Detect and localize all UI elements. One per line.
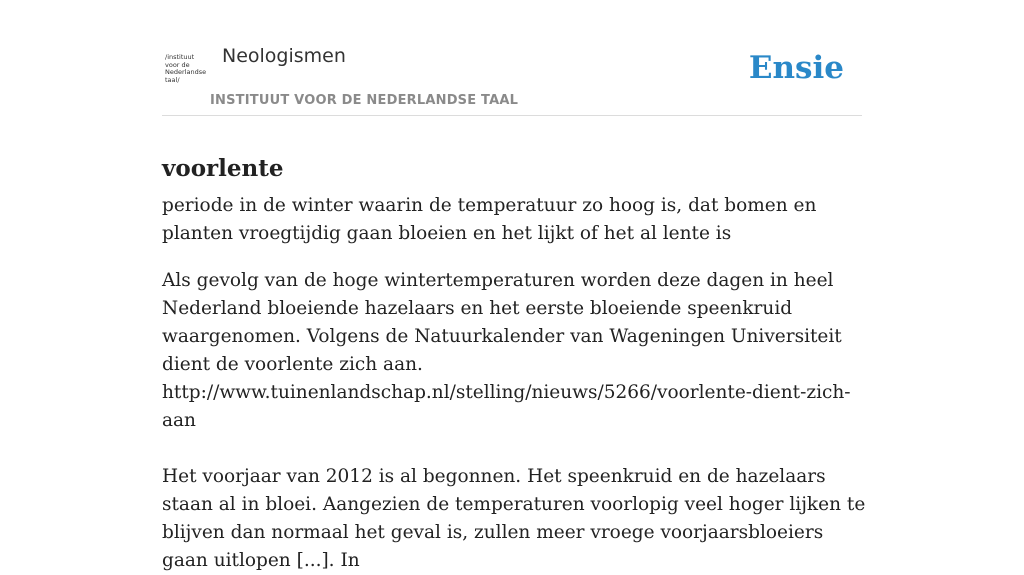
site-name-link[interactable]: Neologismen	[222, 45, 346, 67]
logo-text-line: /instituut	[165, 53, 195, 61]
entry-content	[162, 192, 867, 575]
ensie-brand-logo[interactable]: Ensie	[748, 50, 844, 86]
entry-example: Als gevolg van de hoge wintertemperaturen worden deze dagen in heel Nederland bloeiende hazelaars en het eerste bloeiende speenkruid waargenomen. Volgens de Natuurkalender van Wageningen Universiteit dient de voorlente zich aan. http://www.tuinenlandschap.nl/stelling/nieuws/5266/voorlente-dient-zich-aan Het voorjaar van 2012 is al begonnen. Het speenkruid en de hazelaars staan al in bloei. Aangezien de temperaturen voorlopig veel hoger lijken te blijven dan normaal het geval is, zullen meer vroege voorjaarsbloeiers gaan uitlopen [...]. In	[162, 270, 866, 571]
institute-logo[interactable]	[165, 54, 209, 90]
site-header	[162, 0, 862, 116]
logo-text-line: Nederlandse	[165, 68, 207, 77]
organization-name: INSTITUUT VOOR DE NEDERLANDSE TAAL	[210, 93, 519, 108]
logo-text-line: taal/	[165, 75, 180, 84]
entry-term: voorlente	[162, 155, 284, 183]
entry-definition: periode in de winter waarin de temperatuur zo hoog is, dat bomen en planten vroegtijdig gaan bloeien en het lijkt of het al lente is	[162, 195, 817, 244]
logo-text-line: voor de	[165, 60, 190, 69]
